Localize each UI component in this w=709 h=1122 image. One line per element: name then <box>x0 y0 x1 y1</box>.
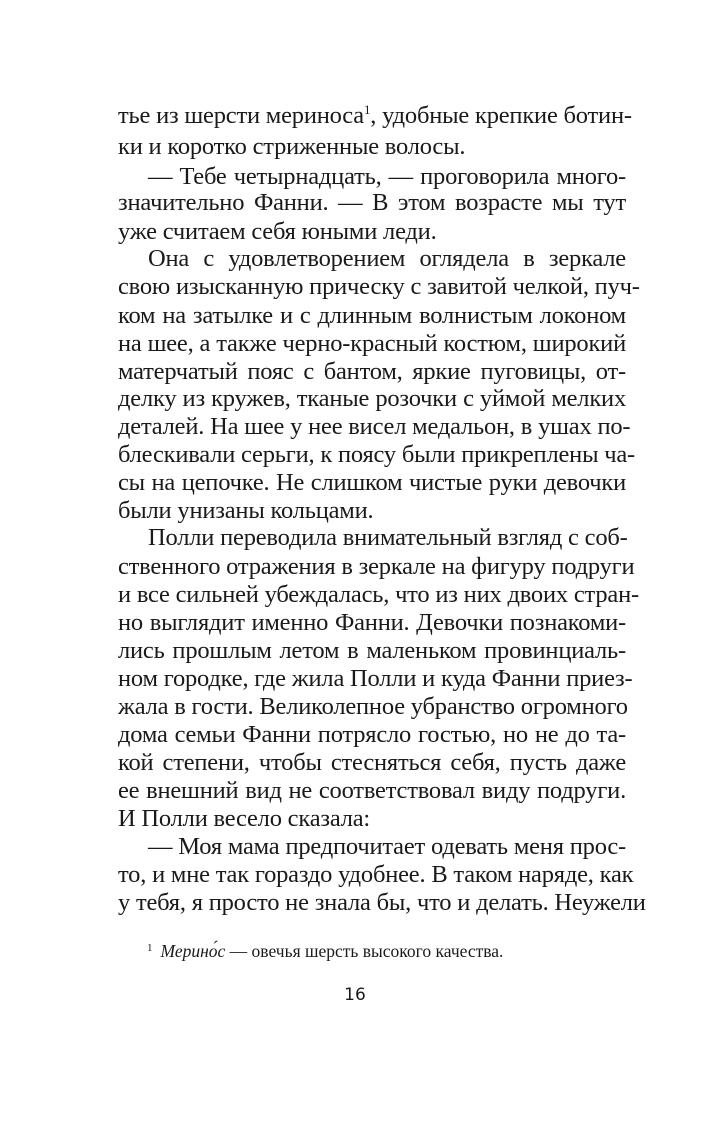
text-line-27: — Моя мама предпочитает одевать меня прос- <box>148 833 626 860</box>
text-line-13: блескивали серьги, к поясу были прикреплены ча- <box>118 441 636 468</box>
text-line-23: дома семьи Фанни потрясло гостью, но не до та- <box>118 721 626 748</box>
text-line-2: ки и коротко стриженные волосы. <box>118 133 466 160</box>
footnote-text: — овечья шерсть высокого качества. <box>225 941 504 961</box>
text-line-20: лись прошлым летом в маленьком провинциаль- <box>118 637 626 664</box>
text-line-16: Полли переводила внимательный взгляд с соб- <box>148 524 628 551</box>
text-line-1 <box>118 101 632 131</box>
text-line-7: свою изысканную прическу с завитой челкой, пуч- <box>118 273 640 300</box>
footnote <box>147 939 617 963</box>
footnote-mark: 1 <box>147 942 153 954</box>
text-line-6: Она с удовлетворением оглядела в зеркале <box>148 245 626 272</box>
text-line-19: но выглядит именно Фанни. Девочки познакоми- <box>118 609 626 636</box>
text-line-28: то, и мне так гораздо удобнее. В таком наряде, как <box>118 861 634 888</box>
text-line-21: ном городке, где жила Полли и куда Фанни приез- <box>118 665 633 692</box>
text-line-5: уже считаем себя юными леди. <box>118 218 437 245</box>
text-line-14: сы на цепочке. Не слишком чистые руки девочки <box>118 469 626 496</box>
text-line-9: на шее, а также черно-красный костюм, широкий <box>118 330 626 357</box>
text-line-26: И Полли весело сказала: <box>118 805 371 832</box>
text-line-15: были унизаны кольцами. <box>118 497 374 524</box>
text-line-12: деталей. На шее у нее висел медальон, в ушах по- <box>118 413 631 440</box>
text-line-25: ее внешний вид не соответствовал виду подруги. <box>118 777 626 804</box>
text-line-24: кой степени, чтобы стесняться себя, пусть даже <box>118 749 626 776</box>
page-number: 16 <box>344 985 366 1005</box>
footnote-reference: 1 <box>363 102 371 117</box>
text-line-17: ственного отражения в зеркале на фигуру подруги <box>118 553 635 580</box>
text-line-4: значительно Фанни. — В этом возрасте мы тут <box>118 189 626 216</box>
text-line-10: матерчатый пояс с бантом, яркие пуговицы, от- <box>118 358 626 385</box>
text-line-29: у тебя, я просто не знала бы, что и делать. Неужели <box>118 889 646 916</box>
text-line-1-end: , удобные крепкие ботин- <box>370 102 632 129</box>
text-line-11: делку из кружев, тканые розочки с уймой мелких <box>118 385 626 412</box>
text-line-1-start: тье из шерсти мериноса <box>118 102 364 129</box>
text-line-3: — Тебе четырнадцать, — проговорила много- <box>148 163 626 190</box>
text-line-8: ком на затылке и с длинным волнистым локоном <box>118 302 626 329</box>
text-line-22: жала в гости. Великолепное убранство огромного <box>118 693 628 720</box>
text-line-18: и все сильней убеждалась, что из них двоих стран- <box>118 581 639 608</box>
footnote-term: Мерино́с <box>160 941 226 961</box>
